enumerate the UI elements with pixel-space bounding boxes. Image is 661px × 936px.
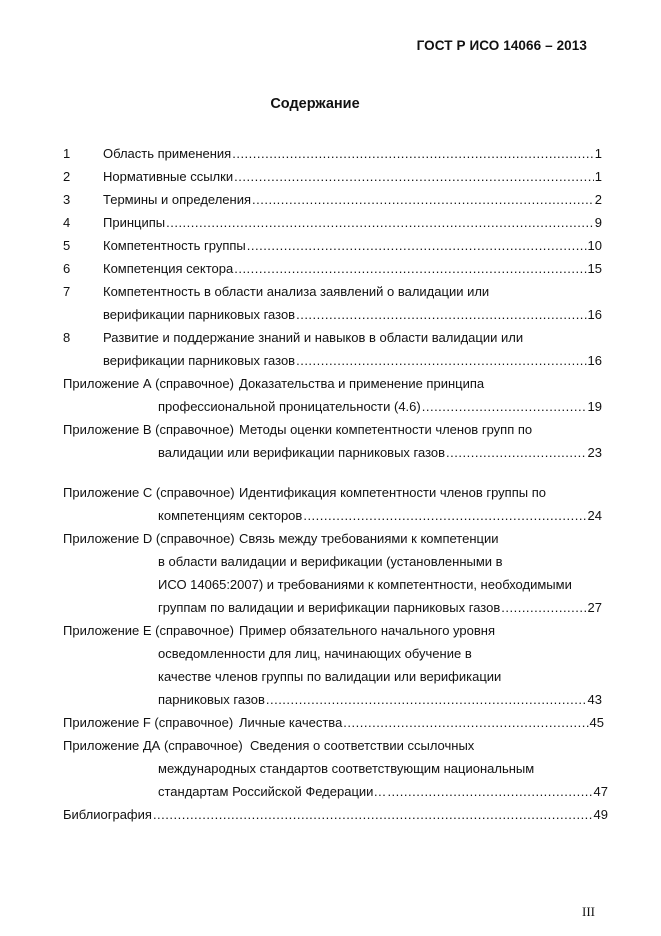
toc-page-number: 16 (587, 353, 602, 368)
toc-page-number: 24 (587, 508, 602, 523)
toc-entry-text[interactable]: Развитие и поддержание знаний и навыков в области валидации или (103, 330, 524, 345)
toc-entry-text: компетенциям секторов (158, 508, 303, 523)
toc-entry[interactable] (158, 506, 602, 526)
toc-entry[interactable] (103, 213, 602, 233)
section-number: 6 (63, 261, 71, 276)
toc-entry[interactable] (158, 598, 602, 618)
toc-entry[interactable] (103, 259, 602, 279)
toc-page-number: 15 (587, 261, 602, 276)
toc-entry[interactable] (103, 167, 602, 187)
toc-entry[interactable] (239, 713, 604, 733)
appendix-title: Доказательства и применение принципа (239, 376, 485, 391)
section-number: 4 (63, 215, 71, 230)
toc-entry[interactable] (103, 236, 602, 256)
toc-entry[interactable] (103, 305, 602, 325)
toc-page-number: 45 (589, 715, 604, 730)
toc-page-number: 1 (594, 169, 602, 184)
appendix-title: Пример обязательного начального уровня (239, 623, 495, 638)
toc-page-number: 2 (594, 192, 602, 207)
toc-entry-text: валидации или верификации парниковых газов (158, 445, 446, 460)
toc-entry-text[interactable]: Компетентность в области анализа заявлений о валидации или (103, 284, 490, 299)
appendix-label[interactable]: Приложение D (справочное) (63, 531, 235, 546)
appendix-title: международных стандартов соответствующим национальным (158, 761, 535, 776)
appendix-label[interactable]: Приложение ДА (справочное) (63, 738, 243, 753)
toc-entry[interactable] (158, 397, 602, 417)
toc-entry-text: стандартам Российской Федерации… (158, 784, 387, 799)
toc-entry-text: Библиография (63, 807, 152, 822)
toc-entry-text: верификации парниковых газов (103, 307, 296, 322)
appendix-title: осведомленности для лиц, начинающих обучение в (158, 646, 472, 661)
standard-header: ГОСТ Р ИСО 14066 – 2013 (416, 38, 587, 53)
toc-page-number: 49 (593, 807, 608, 822)
toc-entry[interactable] (158, 782, 608, 802)
toc-entry[interactable] (158, 443, 602, 463)
appendix-label[interactable]: Приложение В (справочное) (63, 422, 234, 437)
toc-entry[interactable] (103, 190, 602, 210)
toc-entry-text: профессиональной проницательности (4.6) (158, 399, 421, 414)
toc-page-number: 43 (587, 692, 602, 707)
toc-entry-text: Принципы (103, 215, 166, 230)
page-title: Содержание (270, 96, 360, 112)
appendix-title: Идентификация компетентности членов группы по (239, 485, 546, 500)
toc-page-number: 27 (587, 600, 602, 615)
appendix-title: Сведения о соответствии ссылочных (250, 738, 475, 753)
toc-entry[interactable] (103, 144, 602, 164)
toc-entry-text: группам по валидации и верификации парниковых газов (158, 600, 501, 615)
toc-entry-text: верификации парниковых газов (103, 353, 296, 368)
toc-page-number: 47 (593, 784, 608, 799)
toc-entry-text: Термины и определения (103, 192, 252, 207)
toc-entry[interactable] (158, 690, 602, 710)
toc-page-number: 9 (594, 215, 602, 230)
page-folio: III (582, 904, 595, 919)
toc-entry-text: Компетентность группы (103, 238, 246, 253)
appendix-title: Связь между требованиями к компетенции (239, 531, 499, 546)
appendix-title: качестве членов группы по валидации или верификации (158, 669, 502, 684)
appendix-label[interactable]: Приложение А (справочное) (63, 376, 234, 391)
toc-entry[interactable] (103, 351, 602, 371)
section-number: 3 (63, 192, 71, 207)
section-number: 7 (63, 284, 71, 299)
section-number: 5 (63, 238, 71, 253)
section-number: 1 (63, 146, 71, 161)
appendix-title: ИСО 14065:2007) и требованиями к компетентности, необходимыми (158, 577, 572, 592)
appendix-title: Методы оценки компетентности членов групп по (239, 422, 533, 437)
appendix-label[interactable]: Приложение С (справочное) (63, 485, 235, 500)
toc-entry-text: Компетенция сектора (103, 261, 234, 276)
toc-page-number: 16 (587, 307, 602, 322)
toc-entry-text: Нормативные ссылки (103, 169, 234, 184)
toc-page-number: 10 (587, 238, 602, 253)
toc-entry-text: Область применения (103, 146, 232, 161)
appendix-title: в области валидации и верификации (установленными в (158, 554, 503, 569)
toc-entry-text: парниковых газов (158, 692, 265, 707)
toc-page-number: 1 (594, 146, 602, 161)
section-number: 8 (63, 330, 71, 345)
toc-entry-text: Личные качества (239, 715, 343, 730)
toc-page-number: 19 (587, 399, 602, 414)
section-number: 2 (63, 169, 71, 184)
toc-page-number: 23 (587, 445, 602, 460)
appendix-label[interactable]: Приложение Е (справочное) (63, 623, 234, 638)
appendix-label[interactable]: Приложение F (справочное) (63, 715, 234, 730)
toc-entry-bibliography[interactable] (63, 805, 608, 825)
